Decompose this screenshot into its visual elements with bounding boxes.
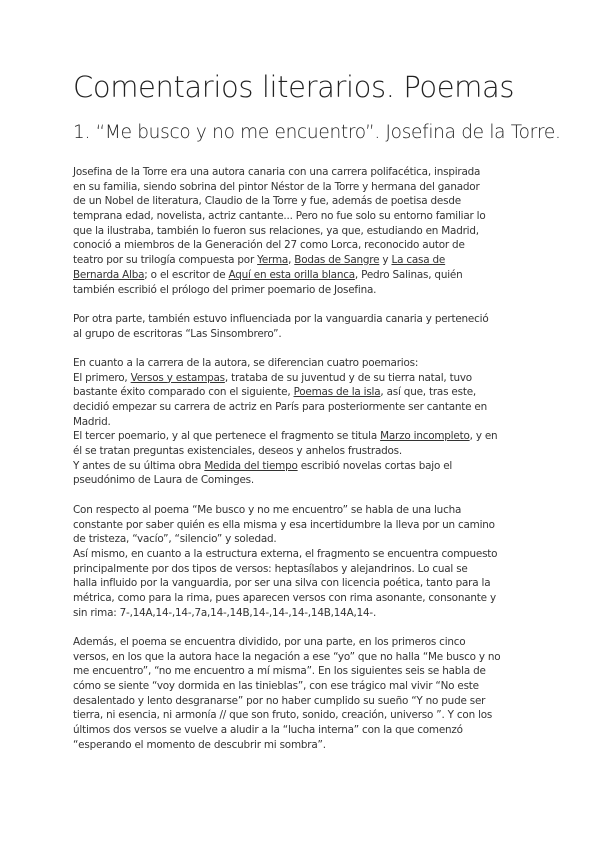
text-run: Así mismo, en cuanto a la estructura externa, el fragmento se encuentra compuesto: [73, 547, 498, 560]
section-heading: 1. “Me busco y no me encuentro”. Josefina de la Torre.: [73, 122, 561, 143]
text-line: [73, 518, 533, 533]
text-line: [73, 650, 533, 665]
paragraph: [73, 356, 533, 488]
text-line: [73, 209, 533, 224]
text-run: temprana edad, novelista, actriz cantante... Pero no fue solo su entorno familiar lo: [73, 210, 486, 223]
text-run: Josefina de la Torre era una autora canaria con una carrera polifacética, inspirada: [73, 166, 481, 178]
text-run: al grupo de escritoras “Las Sinsombrero”.: [73, 327, 282, 340]
text-line: [73, 473, 533, 488]
text-line: [73, 283, 533, 298]
text-line: [73, 224, 533, 239]
text-line: [73, 547, 533, 562]
book-title-underlined: Marzo incompleto: [380, 430, 470, 443]
text-run: El primero,: [73, 371, 131, 384]
paragraph: [73, 165, 533, 297]
text-run: que la ilustraba, también lo fueron sus relaciones, ya que, estudiando en Madrid,: [73, 224, 479, 237]
text-run: constante por saber quién es ella misma y esa incertidumbre la lleva por un camino: [73, 518, 495, 531]
text-line: [73, 312, 533, 327]
text-run: Madrid.: [73, 415, 111, 428]
text-line: [73, 738, 533, 753]
text-line: [73, 385, 533, 400]
text-line: [73, 429, 533, 444]
text-run: y: [379, 254, 392, 267]
text-run: tierra, ni esencia, ni armonía // que son fruto, sonido, creación, universo ”. Y con los: [73, 709, 493, 722]
text-run: de un Nobel de literatura, Claudio de la Torre y fue, además de poetisa desde: [73, 195, 461, 208]
text-run: me encuentro”, “no me encuentro a mí misma”. En los siguientes seis se habla de: [73, 665, 486, 678]
text-line: [73, 635, 533, 650]
text-run: bastante éxito comparado con el siguiente,: [73, 386, 294, 399]
text-line: [73, 562, 533, 577]
paragraph: [73, 312, 533, 341]
book-title-underlined: La casa de: [391, 254, 446, 267]
text-run: en su familia, siendo sobrina del pintor Néstor de la Torre y hermana del ganador: [73, 180, 480, 193]
text-run: ; o el escritor de: [144, 268, 229, 281]
text-line: [73, 576, 533, 591]
text-line: [73, 356, 533, 371]
text-run: principalmente por dos tipos de versos: heptasílabos y alejandrinos. Lo cual se: [73, 562, 468, 575]
text-line: [73, 606, 533, 621]
body-text: [73, 165, 533, 767]
page-title: Comentarios literarios. Poemas: [73, 70, 515, 104]
text-line: [73, 444, 533, 459]
text-run: decidió empezar su carrera de actriz en París para posteriormente ser cantante en: [73, 401, 487, 413]
text-line: [73, 708, 533, 723]
text-line: [73, 694, 533, 709]
text-run: teatro por su trilogía compuesta por: [73, 254, 258, 267]
text-run: métrica, como para la rima, pues aparecen versos con rima asonante, consonante y: [73, 591, 496, 604]
text-run: , Pedro Salinas, quién: [354, 268, 463, 281]
text-run: Por otra parte, también estuvo influenciada por la vanguardia canaria y perteneció: [73, 312, 489, 325]
text-run: cómo se siente “voy dormida en las tinieblas”, con ese trágico mal vivir “No este: [73, 680, 479, 693]
text-line: [73, 253, 533, 268]
text-line: [73, 415, 533, 430]
text-run: de tristeza, “vacío”, “silencio” y soledad.: [73, 533, 277, 546]
text-run: “esperando el momento de descubrir mi sombra”.: [73, 738, 326, 751]
book-title-underlined: Aquí en esta orilla blanca: [228, 268, 355, 281]
text-run: Con respecto al poema “Me busco y no me encuentro” se habla de una lucha: [73, 503, 462, 516]
text-run: , trataba de su juventud y de su tierra natal, tuvo: [224, 371, 472, 384]
text-line: [73, 268, 533, 283]
book-title-underlined: Versos y estampas: [130, 371, 225, 384]
text-run: ,: [288, 254, 295, 267]
text-line: [73, 371, 533, 386]
book-title-underlined: Bodas de Sangre: [294, 254, 380, 267]
text-line: [73, 459, 533, 474]
text-run: , y en: [469, 430, 498, 443]
paragraph: [73, 503, 533, 621]
text-run: Y antes de su última obra: [73, 459, 205, 472]
text-run: sin rima: 7-,14A,14-,14-,7a,14-,14B,14-,14-,14-,14B,14A,14-.: [73, 606, 377, 619]
text-line: [73, 503, 533, 518]
text-line: [73, 664, 533, 679]
text-run: halla influido por la vanguardia, por ser una silva con licencia poética, tanto para la: [73, 577, 491, 590]
text-run: El tercer poemario, y al que pertenece el fragmento se titula: [73, 430, 381, 443]
text-run: pseudónimo de Laura de Cominges.: [73, 474, 254, 487]
text-run: también escribió el prólogo del primer poemario de Josefina.: [73, 283, 377, 296]
text-run: Además, el poema se encuentra dividido, por una parte, en los primeros cinco: [73, 636, 466, 648]
text-run: En cuanto a la carrera de la autora, se diferencian cuatro poemarios:: [73, 356, 419, 369]
paragraph: [73, 635, 533, 753]
text-line: [73, 327, 533, 342]
book-title-underlined: Yerma: [257, 254, 289, 267]
text-line: [73, 679, 533, 694]
text-line: [73, 165, 533, 180]
text-run: él se tratan preguntas existenciales, deseos y anhelos frustrados.: [73, 445, 402, 458]
text-line: [73, 194, 533, 209]
text-line: [73, 591, 533, 606]
text-run: desalentado y lento desgranarse” por no haber cumplido su sueño “Y no pude ser: [73, 694, 486, 707]
text-line: [73, 400, 533, 415]
book-title-underlined: Poemas de la isla: [293, 386, 381, 399]
book-title-underlined: Bernarda Alba: [73, 268, 145, 281]
text-run: , así que, tras este,: [380, 386, 476, 399]
text-line: [73, 238, 533, 253]
text-run: últimos dos versos se vuelve a aludir a la “lucha interna” con la que comenzó: [73, 724, 463, 737]
text-line: [73, 723, 533, 738]
text-line: [73, 180, 533, 195]
text-run: conoció a miembros de la Generación del 27 como Lorca, reconocido autor de: [73, 239, 465, 252]
book-title-underlined: Medida del tiempo: [204, 459, 298, 472]
text-line: [73, 532, 533, 547]
text-run: versos, en los que la autora hace la negación a ese “yo” que no halla “Me busco y no: [73, 650, 501, 663]
text-run: escribió novelas cortas bajo el: [297, 459, 453, 472]
